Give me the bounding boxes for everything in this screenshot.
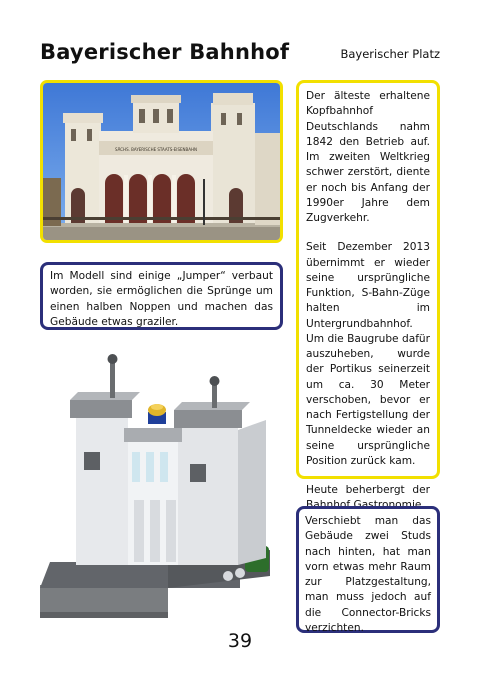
history-infobox [296, 80, 440, 512]
history-paragraph: Der älteste erhaltene Kopfbahnhof Deutschlands nahm 1842 den Betrieb auf. Im zweiten Weltkrieg schwer zerstört, diente er noch bis Anfang der 1990er Jahre dem Zugverkehr. [306, 90, 430, 224]
lego-model-drawing [40, 350, 280, 620]
station-photo-illustration [43, 83, 280, 240]
station-sign-text: SÄCHS. BAYERISCHE STAATS-EISENBAHN [114, 147, 198, 152]
model-note-box [40, 262, 283, 330]
page-title: Bayerischer Bahnhof [40, 40, 290, 64]
lego-model-illustration [40, 350, 280, 620]
location-subtitle: Bayerischer Platz [340, 47, 440, 61]
history-paragraph: Seit Dezember 2013 übernimmt er wieder seine ursprüngliche Funktion, S-Bahn-Züge halten im Untergrundbahnhof. Um die Baugrube dafür auszuheben, wurde der Portikus seinerzeit um ca. 30 Meter verschoben, bevor er nach Fertigstellung der Tunneldecke wieder an seine ursprüngliche Position zurück kam. [306, 241, 430, 467]
model-note-text: Im Modell sind einige „Jumper“ verbaut worden, sie ermöglichen die Sprünge um einen halben Noppen und machen das Gebäude etwas graziler. [50, 270, 273, 328]
tip-note-box [296, 506, 440, 633]
page-number: 39 [227, 630, 253, 652]
tip-note-text: Verschiebt man das Gebäude zwei Studs nach hinten, hat man vorn etwas mehr Raum zur Platzgestaltung, man muss jedoch auf die Connector-Bricks verzichten. [305, 515, 431, 634]
history-paragraph: Heute beherbergt der Bahnhof Gastronomie. [306, 484, 430, 512]
station-photo [40, 80, 283, 243]
